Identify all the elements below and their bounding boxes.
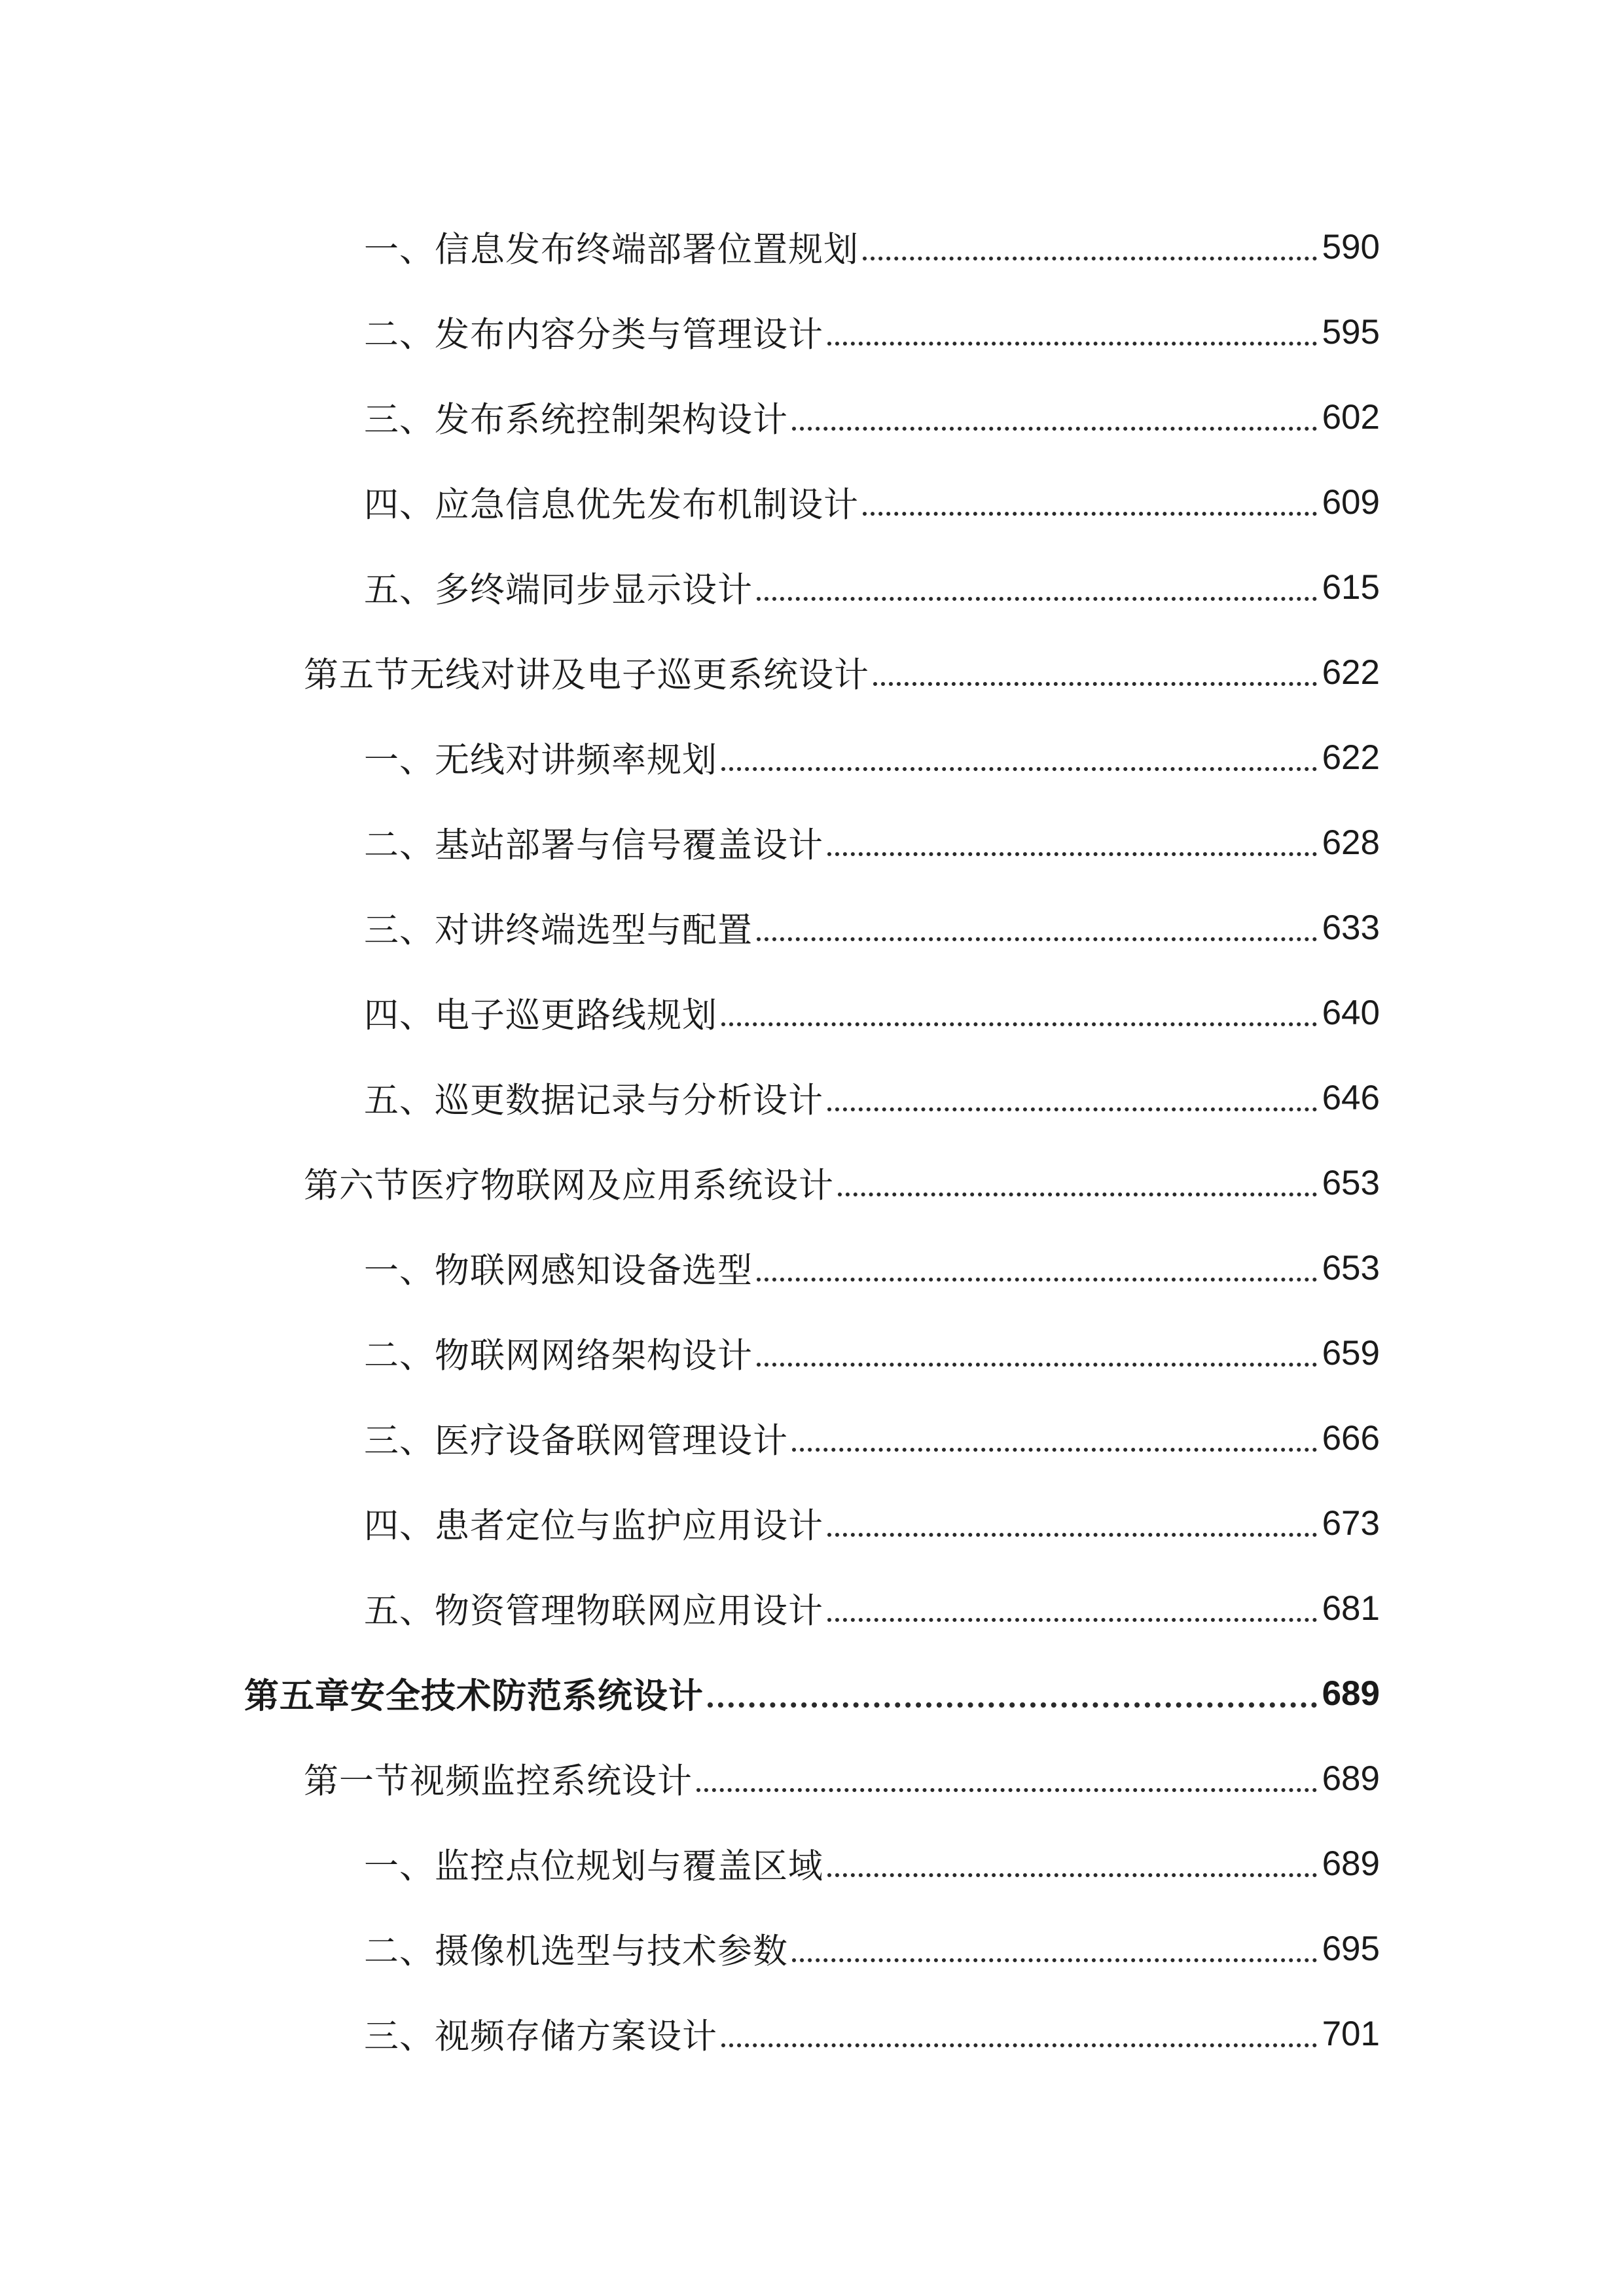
dot-leader [792,1958,1317,1962]
toc-entry-title: 四、患者定位与监护应用设计 [364,1506,823,1546]
dot-leader [721,767,1317,771]
toc-entry-page: 602 [1322,397,1380,437]
toc-entry[interactable] [0,800,1624,885]
toc-entry-page: 646 [1322,1078,1380,1117]
toc-entry-title: 二、物联网网络架构设计 [364,1336,753,1376]
toc-entry-title: 二、基站部署与信号覆盖设计 [364,825,823,865]
dot-leader [827,1618,1317,1622]
toc-entry-title: 三、发布系统控制架构设计 [364,400,788,440]
toc-entry[interactable] [0,204,1624,289]
toc-entry-page: 615 [1322,567,1380,607]
dot-leader [827,852,1317,856]
toc-entry-title: 五、物资管理物联网应用设计 [364,1591,823,1631]
toc-entry[interactable] [0,1225,1624,1310]
toc-entry[interactable] [0,885,1624,970]
dot-leader [721,2043,1317,2047]
toc-entry[interactable] [0,715,1624,800]
dot-leader [827,1873,1317,1877]
toc-entry[interactable] [0,545,1624,630]
toc-entry-page: 609 [1322,482,1380,522]
dot-leader [827,1533,1317,1537]
toc-entry[interactable] [0,1310,1624,1395]
dot-leader [838,1193,1317,1196]
dot-leader [757,1278,1317,1282]
toc-entry-page: 689 [1322,1759,1380,1798]
dot-leader [792,1448,1317,1452]
toc-entry[interactable] [0,1395,1624,1480]
toc-entry-title: 第六节医疗物联网及应用系统设计 [304,1166,834,1206]
toc-entry-page: 689 [1322,1674,1380,1713]
toc-entry-title: 五、巡更数据记录与分析设计 [364,1081,823,1121]
toc-entry[interactable] [0,1566,1624,1651]
toc-entry-page: 640 [1322,993,1380,1032]
toc-entry-title: 一、物联网感知设备选型 [364,1251,753,1291]
toc-entry-title: 三、视频存储方案设计 [364,2017,717,2056]
toc-entry-page: 659 [1322,1333,1380,1372]
toc-entry-page: 653 [1322,1248,1380,1287]
toc-entry-page: 628 [1322,823,1380,862]
toc-entry-title: 五、多终端同步显示设计 [364,570,753,610]
toc-entry[interactable] [0,289,1624,374]
toc-entry-page: 633 [1322,908,1380,947]
toc-entry[interactable] [0,1480,1624,1566]
toc-entry-page: 622 [1322,653,1380,692]
toc-entry[interactable] [0,459,1624,545]
dot-leader [863,512,1317,516]
dot-leader [827,1107,1317,1111]
dot-leader [757,937,1317,941]
toc-section-entry[interactable] [0,630,1624,715]
dot-leader [757,597,1317,601]
toc-entry-title: 三、医疗设备联网管理设计 [364,1421,788,1461]
dot-leader [708,1702,1317,1708]
dot-leader [827,342,1317,346]
toc-entry-page: 701 [1322,2014,1380,2053]
toc-entry-page: 653 [1322,1163,1380,1202]
toc-entry[interactable] [0,1906,1624,1991]
toc-entry-title: 四、电子巡更路线规划 [364,996,717,1035]
toc-entry[interactable] [0,374,1624,459]
dot-leader [873,682,1317,686]
toc-chapter-entry[interactable] [0,1651,1624,1736]
toc-entry-title: 第一节视频监控系统设计 [304,1761,693,1801]
toc-entry[interactable] [0,1991,1624,2076]
dot-leader [863,257,1317,260]
toc-entry-page: 622 [1322,738,1380,777]
toc-entry-title: 二、摄像机选型与技术参数 [364,1931,788,1971]
toc-entry-title: 一、信息发布终端部署位置规划 [364,230,859,270]
toc-entry-title: 第五章安全技术防范系统设计 [244,1676,704,1716]
toc-entry-page: 681 [1322,1588,1380,1628]
toc-entry[interactable] [0,1821,1624,1906]
dot-leader [792,427,1317,431]
dot-leader [721,1022,1317,1026]
toc-entry-page: 689 [1322,1844,1380,1883]
dot-leader [696,1788,1317,1792]
toc-entry-title: 一、监控点位规划与覆盖区域 [364,1846,823,1886]
toc-entry-page: 595 [1322,312,1380,351]
toc-entry-title: 二、发布内容分类与管理设计 [364,315,823,355]
toc-section-entry[interactable] [0,1140,1624,1225]
toc-entry-page: 673 [1322,1503,1380,1543]
toc-entry-page: 695 [1322,1929,1380,1968]
dot-leader [757,1363,1317,1367]
toc-entry-title: 一、无线对讲频率规划 [364,740,717,780]
toc-entry-page: 666 [1322,1418,1380,1458]
toc-entry-page: 590 [1322,227,1380,266]
toc-entry-title: 四、应急信息优先发布机制设计 [364,485,859,525]
toc-entry[interactable] [0,1055,1624,1140]
toc-entry-title: 三、对讲终端选型与配置 [364,910,753,950]
toc-entry-title: 第五节无线对讲及电子巡更系统设计 [304,655,869,695]
table-of-contents [0,204,1624,2076]
toc-section-entry[interactable] [0,1736,1624,1821]
toc-entry[interactable] [0,970,1624,1055]
